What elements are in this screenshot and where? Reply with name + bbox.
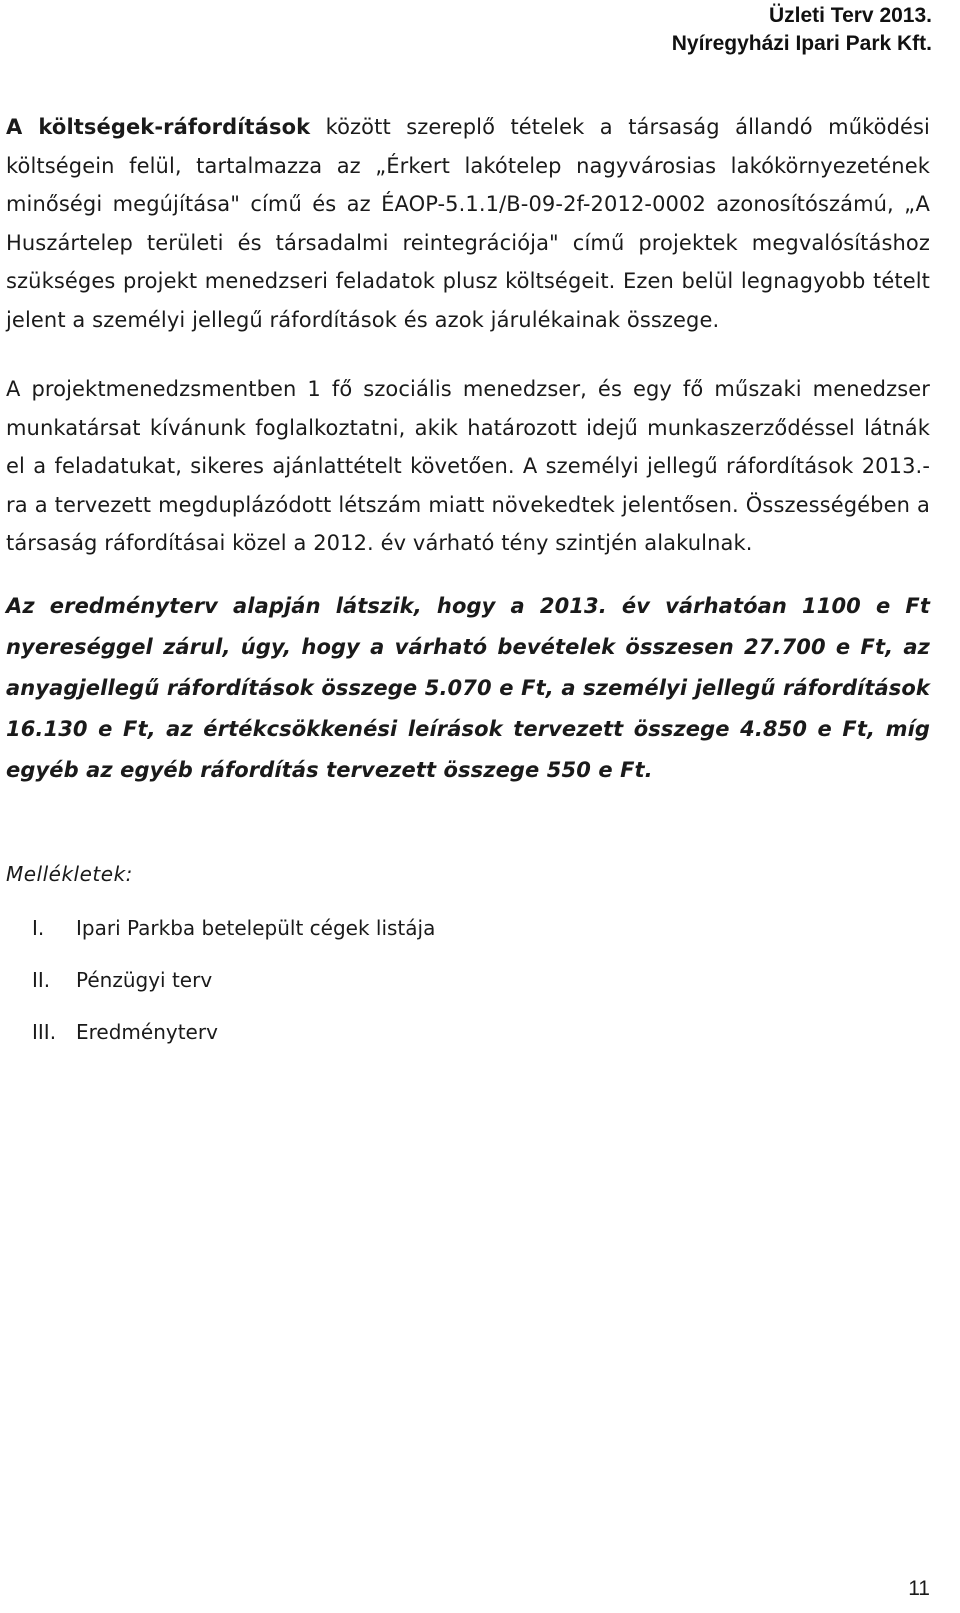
- header-title: Üzleti Terv 2013.: [768, 4, 932, 27]
- paragraph-costs: [6, 108, 930, 339]
- attachment-item: [6, 1018, 435, 1070]
- attachment-number: II.: [32, 968, 51, 992]
- paragraph-result-summary: Az eredményterv alapján látszik, hogy a 2013. év várhatóan 1100 e Ft nyereséggel zárul, úgy, hogy a várható bevételek összesen 27.700 e Ft, az anyagjellegű ráfordítások összege 5.070 e Ft, a személyi jellegű ráfordítások 16.130 e Ft, az értékcsökkenési leírások tervezett összege 4.850 e Ft, míg egyéb az egyéb ráfordítás tervezett összege 550 e Ft.: [6, 594, 930, 782]
- document-header: [672, 2, 932, 58]
- attachments-list: [6, 914, 435, 1070]
- paragraph-costs-body: között szereplő tételek a társaság állandó működési költségein felül, tartalmazza az „Érkert lakótelep nagyvárosias lakókörnyezetének minőségi megújítása" című és az ÉAOP-5.1.1/B-09-2f-2012-0002 azonosítószámú, „A Huszártelep területi és társadalmi reintegrációja" című projektek megvalósításhoz szükséges projekt menedzseri feladatok plusz költségeit. Ezen belül legnagyobb tételt jelent a személyi jellegű ráfordítások és azok járulékainak összege.: [6, 115, 930, 332]
- attachment-label: Eredményterv: [76, 1020, 218, 1044]
- attachment-item: [6, 914, 435, 966]
- attachment-number: I.: [32, 916, 45, 940]
- attachment-item: [6, 966, 435, 1018]
- attachment-number: III.: [32, 1020, 57, 1044]
- attachments-title: Mellékletek:: [6, 862, 133, 886]
- attachment-label: Pénzügyi terv: [76, 968, 213, 992]
- paragraph-costs-lead: A költségek-ráfordítások: [6, 115, 311, 139]
- header-company: Nyíregyházi Ipari Park Kft.: [671, 32, 932, 55]
- page-number: 11: [908, 1577, 930, 1600]
- paragraph-project-management: A projektmenedzsmentben 1 fő szociális menedzser, és egy fő műszaki menedzser munkatársat kívánunk foglalkoztatni, akik határozott idejű munkaszerződéssel látnák el a feladatukat, sikeres ajánlattételt követően. A személyi jellegű ráfordítások 2013.-ra a tervezett megduplázódott létszám miatt növekedtek jelentősen. Összességében a társaság ráfordításai közel a 2012. év várható tény szintjén alakulnak.: [6, 377, 930, 555]
- attachment-label: Ipari Parkba betelepült cégek listája: [76, 916, 436, 940]
